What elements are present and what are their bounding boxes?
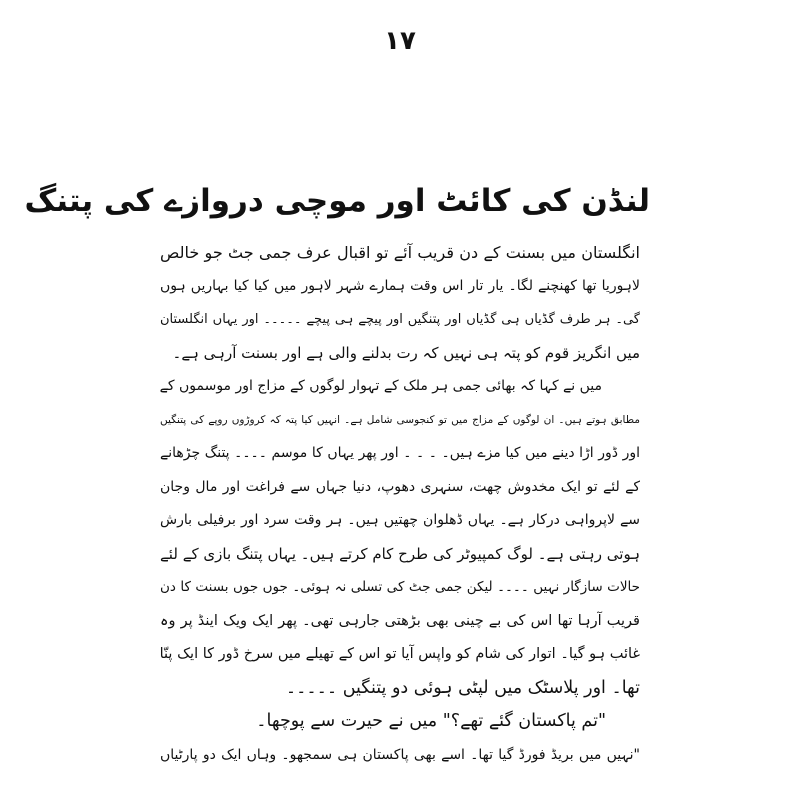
text-line: گی۔ ہر طرف گڈیاں ہی گڈیاں اور پتنگیں اور پیچے ہی پیچے ۔۔۔۔۔ اور یہاں انگلستان xyxy=(160,312,640,327)
text-line: غائب ہو گیا۔ اتوار کی شام کو واپس آیا تو اس کے تھیلے میں سرخ ڈور کا ایک پنّا xyxy=(160,646,640,662)
text-line: قریب آرہا تھا اس کی بے چینی بھی بڑھتی جارہی تھی۔ پھر ایک ویک اینڈ پر وہ xyxy=(160,612,640,629)
text-line: "نہیں میں بریڈ فورڈ گیا تھا۔ اسے بھی پاکستان ہی سمجھو۔ وہاں ایک دو پارٹیاں xyxy=(160,746,640,763)
text-line: اور ڈور اڑا دینے میں کیا مزے ہیں۔ ۔ ۔ ۔ اور پھر یہاں کا موسم ۔۔۔۔ پتنگ چڑھانے xyxy=(160,445,640,461)
text-line: کے لئے تو ایک مخدوش چھت، سنہری دھوپ، دنیا جہاں سے فراغت اور مال وجان xyxy=(160,478,640,495)
text-line: سے لاپرواہی درکار ہے۔ یہاں ڈھلوان چھتیں ہیں۔ ہر وقت سرد اور برفیلی بارش xyxy=(160,512,640,528)
text-line: "تم پاکستان گئے تھے؟" میں نے حیرت سے پوچھا۔ xyxy=(256,711,606,731)
text-line: حالات سازگار نہیں ۔۔۔۔ لیکن جمی جٹ کی تسلی نہ ہوئی۔ جوں جوں بسنت کا دن xyxy=(160,579,640,595)
text-line: میں نے کہا کہ بھائی جمی ہر ملک کے تہوار لوگوں کے مزاج اور موسموں کے xyxy=(160,378,602,394)
text-line: انگلستان میں بسنت کے دن قریب آئے تو اقبال عرف جمی جٹ جو خالص xyxy=(160,243,640,262)
page-number: ۱۷ xyxy=(384,26,416,56)
chapter-title: لنڈن کی کائٹ اور موچی دروازے کی پتنگ xyxy=(24,183,650,219)
text-line: ہوتی رہتی ہے۔ لوگ کمپیوٹر کی طرح کام کرتے ہیں۔ یہاں پتنگ بازی کے لئے xyxy=(160,544,640,563)
text-line: لاہوریا تھا کھنچنے لگا۔ یار تار اس وقت ہمارے شہر لاہور میں کیا کیا بہاریں ہوں xyxy=(160,277,640,294)
text-line: تھا۔ اور پلاسٹک میں لپٹی ہوئی دو پتنگیں ۔۔۔۔۔ xyxy=(285,677,640,698)
text-line: مطابق ہوتے ہیں۔ ان لوگوں کے مزاج میں تو کنجوسی شامل ہے۔ انہیں کیا پتہ کہ کروڑوں روپے کی پتنگیں xyxy=(160,413,640,426)
body-text xyxy=(160,236,640,772)
text-line: میں انگریز قوم کو پتہ ہی نہیں کہ رت بدلنے والی ہے اور بسنت آرہی ہے۔ xyxy=(172,343,640,362)
